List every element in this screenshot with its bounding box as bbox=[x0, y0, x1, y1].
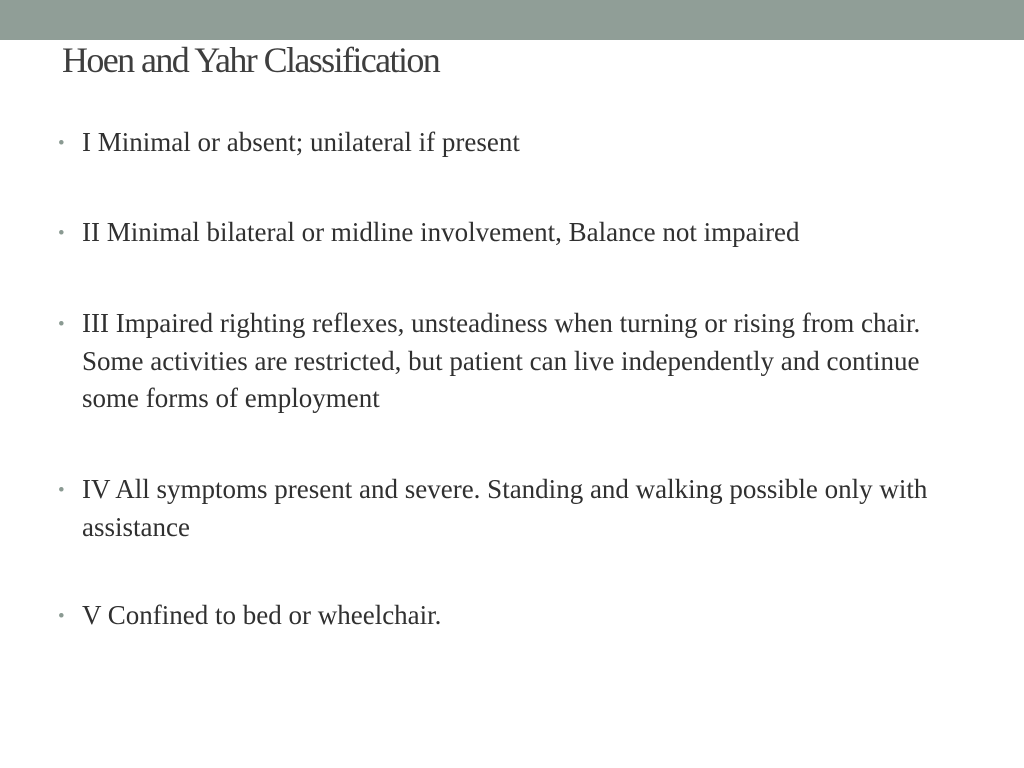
bullet-dot-icon: • bbox=[58, 314, 65, 335]
bullet-text: II Minimal bilateral or midline involvement, Balance not impaired bbox=[82, 217, 800, 247]
bullet-stage-iii bbox=[58, 305, 958, 418]
bullet-stage-v bbox=[58, 597, 958, 635]
bullet-dot-icon: • bbox=[58, 133, 65, 154]
slide-title: Hoen and Yahr Classification bbox=[62, 40, 440, 80]
bullet-dot-icon: • bbox=[58, 223, 65, 244]
bullet-text: V Confined to bed or wheelchair. bbox=[82, 600, 442, 630]
bullet-dot-icon: • bbox=[58, 606, 65, 627]
bullet-text: III Impaired righting reflexes, unsteadiness when turning or rising from chair. Some activities are restricted, but patient can live independently and continue some forms of employment bbox=[82, 308, 921, 413]
bullet-stage-iv bbox=[58, 471, 958, 546]
bullet-stage-ii bbox=[58, 214, 958, 252]
bullet-dot-icon: • bbox=[58, 480, 65, 501]
bullet-stage-i bbox=[58, 124, 958, 162]
bullet-text: I Minimal or absent; unilateral if present bbox=[82, 127, 520, 157]
bullet-text: IV All symptoms present and severe. Standing and walking possible only with assistance bbox=[82, 474, 928, 542]
